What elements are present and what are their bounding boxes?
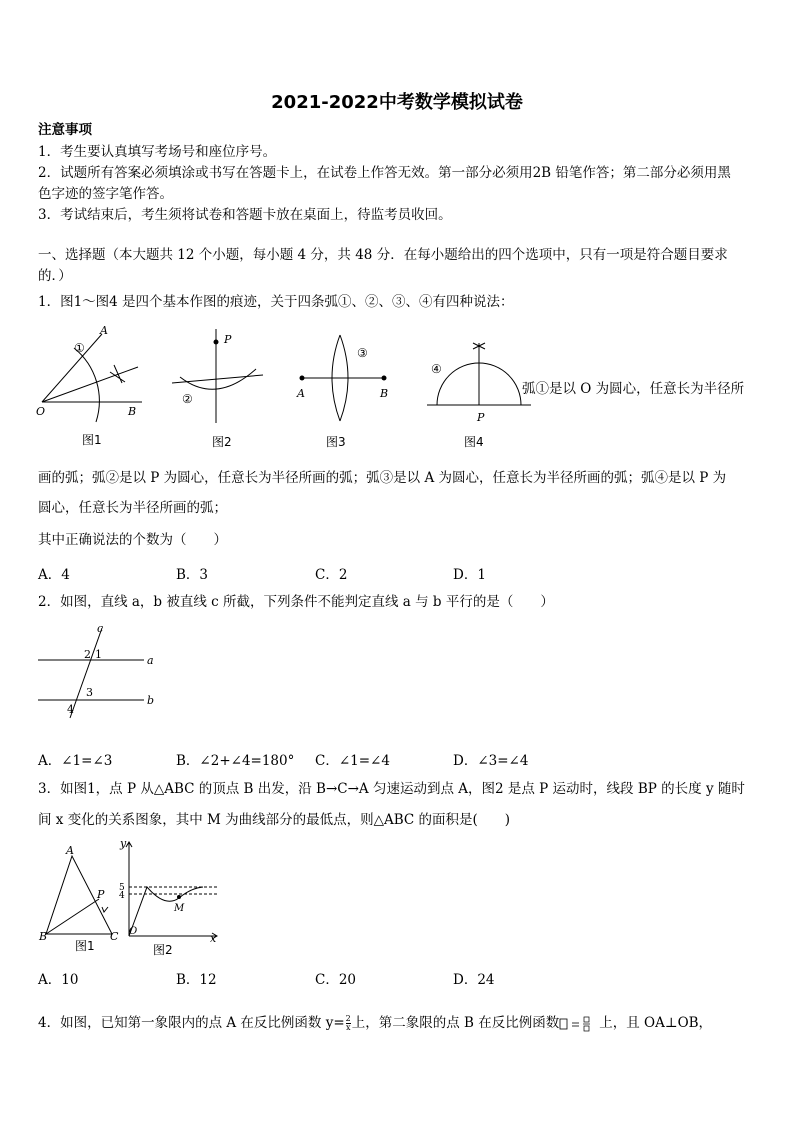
- label-O: O: [129, 926, 138, 937]
- q2-stem: 2．如图，直线 a，b 被直线 c 所截，下列条件不能判定直线 a 与 b 平行的是（ ）: [38, 594, 554, 610]
- fraction-numerator: 2: [345, 1014, 351, 1023]
- q2-option-d[interactable]: D．∠3=∠4: [453, 753, 529, 769]
- label-y: y: [120, 837, 127, 850]
- tick-5: 5: [119, 883, 125, 893]
- fig-caption: 图2: [212, 435, 232, 449]
- q4-stem-part: 4．如图，已知第一象限内的点 A 在反比例函数 y=: [38, 1015, 345, 1031]
- q3-stem: 3．如图1，点 P 从△ABC 的顶点 B 出发，沿 B→C→A 匀速运动到点 A，图2 是点 P 运动时，线段 BP 的长度 y 随时: [38, 781, 745, 797]
- notice-heading: 注意事项: [38, 122, 92, 138]
- label-x: x: [210, 932, 217, 945]
- q1-figure-1: [30, 322, 150, 422]
- label-P: P: [97, 888, 105, 901]
- formula-image: [559, 1016, 599, 1032]
- q3-option-b[interactable]: B．12: [176, 972, 217, 988]
- q4-stem-part: 上，第二象限的点 B 在反比例函数: [351, 1015, 560, 1031]
- fig-caption: 图1: [75, 939, 95, 953]
- notice-item: 色字迹的签字笔作答。: [38, 186, 173, 202]
- q3-figure-1: [36, 842, 126, 942]
- q2-option-c[interactable]: C．∠1=∠4: [315, 753, 390, 769]
- q3-option-d[interactable]: D．24: [453, 972, 495, 988]
- q1-question: 其中正确说法的个数为（ ）: [38, 532, 227, 548]
- arc-label-2: ②: [182, 392, 193, 406]
- angle-label-1: 1: [95, 648, 102, 661]
- fig-caption: 图3: [326, 435, 346, 449]
- label-c: c: [97, 622, 104, 635]
- q3-option-a[interactable]: A．10: [38, 972, 79, 988]
- angle-label-3: 3: [86, 686, 93, 699]
- notice-item: 1．考生要认真填写考场号和座位序号。: [38, 144, 277, 160]
- q1-option-c[interactable]: C．2: [315, 567, 348, 583]
- tick-4: 4: [119, 891, 125, 901]
- q2-option-a[interactable]: A．∠1=∠3: [38, 753, 113, 769]
- q3-figure-2: [115, 838, 225, 943]
- q3-stem: 间 x 变化的关系图象，其中 M 为曲线部分的最低点，则△ABC 的面积是( ): [38, 812, 511, 828]
- q1-stem: 1．图1～图4 是四个基本作图的痕迹，关于四条弧①、②、③、④有四种说法：: [38, 294, 514, 310]
- label-C: C: [110, 930, 119, 943]
- label-O: O: [36, 405, 46, 418]
- label-B: B: [380, 387, 389, 400]
- label-P: P: [477, 411, 485, 424]
- angle-label-2: 2: [84, 648, 91, 661]
- q2-option-b[interactable]: B．∠2+∠4=180°: [176, 753, 295, 769]
- angle-label-4: 4: [67, 703, 74, 716]
- fig-caption: 图1: [82, 433, 102, 447]
- q4-stem-part: 上，且 OA⊥OB，: [599, 1015, 713, 1031]
- q1-option-a[interactable]: A．4: [38, 567, 70, 583]
- section-heading: 一、选择题（本大题共 12 个小题，每小题 4 分，共 48 分．在每小题给出的四个选项中，只有一项是符合题目要求: [38, 247, 728, 263]
- label-b: b: [147, 694, 155, 707]
- notice-item: 3．考试结束后，考生须将试卷和答题卡放在桌面上，待监考员收回。: [38, 207, 452, 223]
- q2-figure: [36, 620, 161, 720]
- fig-caption: 图4: [464, 435, 484, 449]
- q3-option-c[interactable]: C．20: [315, 972, 357, 988]
- notice-item: 2．试题所有答案必须填涂或书写在答题卡上，在试卷上作答无效。第一部分必须用2B 铅笔作答；第二部分必须用黑: [38, 165, 731, 181]
- label-A: A: [66, 844, 74, 857]
- q1-option-d[interactable]: D．1: [453, 567, 486, 583]
- q1-figure-3: [290, 325, 400, 425]
- q4-stem: [38, 1014, 712, 1032]
- fraction: [346, 1015, 351, 1032]
- label-B: B: [128, 405, 137, 418]
- q1-text: 画的弧；弧②是以 P 为圆心，任意长为半径所画的弧；弧③是以 A 为圆心，任意长为半径所画的弧；弧④是以 P 为: [38, 470, 727, 486]
- arc-label-1: ①: [74, 341, 85, 355]
- label-M: M: [174, 903, 185, 914]
- arc-label-4: ④: [431, 362, 442, 376]
- label-B: B: [39, 930, 48, 943]
- label-A: A: [100, 324, 108, 337]
- label-P: P: [224, 333, 232, 346]
- page-title: 2021-2022中考数学模拟试卷: [271, 92, 523, 113]
- q1-text: 弧①是以 O 为圆心，任意长为半径所: [522, 381, 745, 397]
- fraction-denominator: x: [345, 1023, 351, 1032]
- section-heading-cont: 的．）: [38, 268, 72, 284]
- q1-option-b[interactable]: B．3: [176, 567, 209, 583]
- label-A: A: [297, 387, 305, 400]
- label-a: a: [147, 654, 154, 667]
- arc-label-3: ③: [357, 346, 368, 360]
- q1-figure-2: [168, 325, 268, 425]
- q1-text: 圆心，任意长为半径所画的弧；: [38, 500, 227, 516]
- fig-caption: 图2: [153, 943, 173, 957]
- q1-figure-4: [425, 335, 535, 430]
